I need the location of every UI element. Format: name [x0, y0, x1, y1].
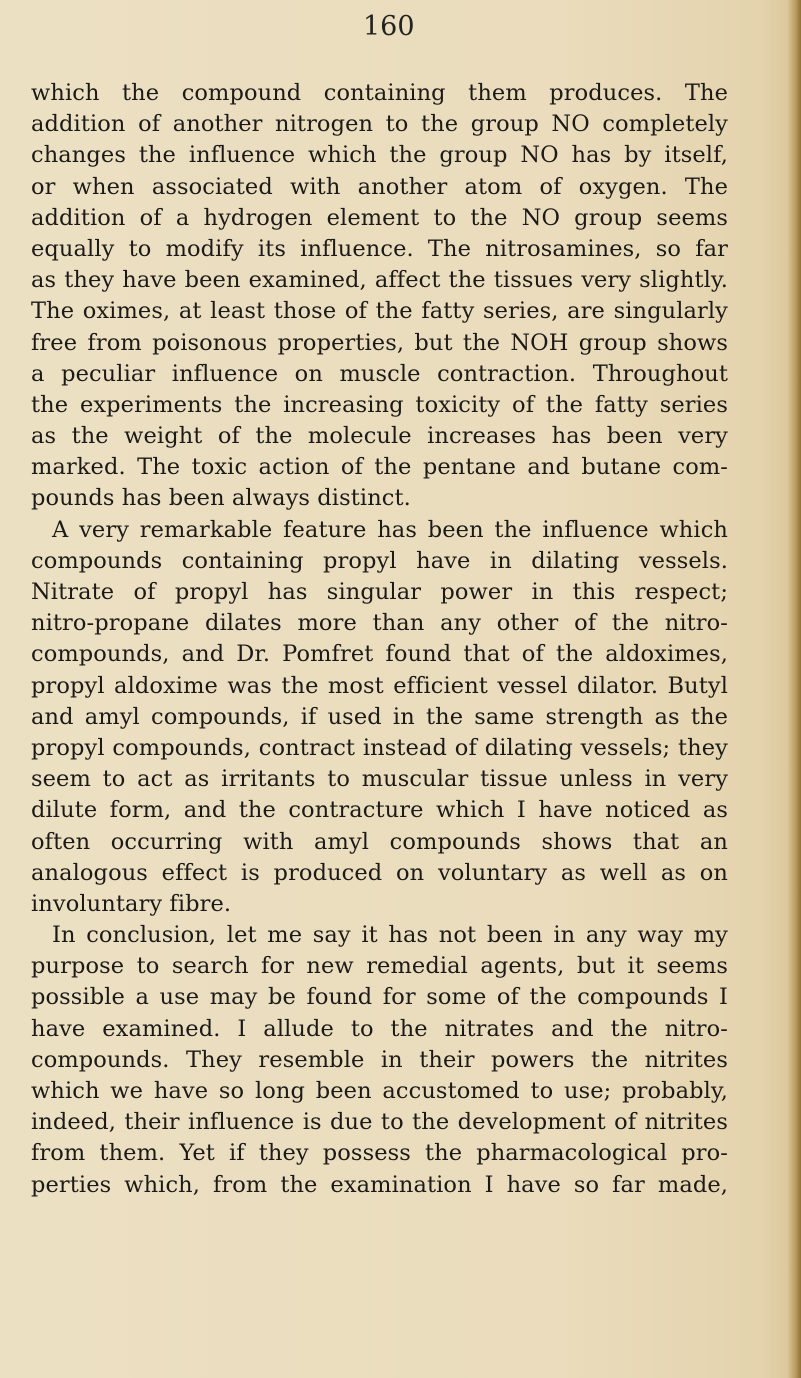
- text-line: purpose to search for new remedial agents, but it seems: [31, 953, 728, 980]
- text-line: compounds containing propyl have in dilating vessels.: [31, 547, 728, 574]
- text-line: which we have so long been accustomed to use; probably,: [31, 1078, 728, 1104]
- text-line: The oximes, at least those of the fatty series, are singularly: [31, 298, 728, 325]
- text-line: as they have been examined, affect the tissues very slightly.: [31, 267, 728, 294]
- text-line: free from poisonous properties, but the NOH group shows: [31, 329, 728, 356]
- body-text: [31, 78, 728, 1201]
- text-line: which the compound containing them produces. The: [31, 80, 728, 106]
- text-line: perties which, from the examination I have so far made,: [31, 1171, 728, 1198]
- text-line: from them. Yet if they possess the pharmacological pro-: [31, 1140, 728, 1167]
- text-line: have examined. I allude to the nitrates and the nitro-: [31, 1015, 728, 1042]
- text-line: addition of another nitrogen to the group NO completely: [31, 111, 728, 138]
- text-line: compounds, and Dr. Pomfret found that of the aldoximes,: [31, 641, 728, 668]
- text-line: as the weight of the molecule increases has been very: [31, 423, 728, 450]
- text-line: changes the influence which the group NO has by itself,: [31, 142, 728, 169]
- text-line: and amyl compounds, if used in the same strength as the: [31, 703, 728, 730]
- text-line: the experiments the increasing toxicity of the fatty series: [31, 391, 728, 418]
- text-line: In conclusion, let me say it has not been in any way my: [52, 922, 728, 949]
- text-line: or when associated with another atom of oxygen. The: [31, 173, 728, 200]
- text-line: propyl aldoxime was the most efficient vessel dilator. Butyl: [31, 672, 728, 699]
- text-line: A very remarkable feature has been the influence which: [52, 516, 728, 543]
- text-line: equally to modify its influence. The nitrosamines, so far: [31, 235, 728, 262]
- text-line: propyl compounds, contract instead of dilating vessels; they: [31, 734, 728, 761]
- text-line: a peculiar influence on muscle contraction. Throughout: [31, 360, 728, 387]
- text-line: dilute form, and the contracture which I have noticed as: [31, 797, 728, 824]
- text-line: involuntary fibre.: [31, 890, 232, 917]
- text-line: often occurring with amyl compounds shows that an: [31, 828, 728, 855]
- page-edge-shadow: [787, 0, 801, 1378]
- text-line: indeed, their influence is due to the development of nitrites: [31, 1109, 728, 1136]
- text-line: addition of a hydrogen element to the NO group seems: [31, 204, 728, 231]
- text-line: Nitrate of propyl has singular power in this respect;: [31, 579, 728, 605]
- text-line: marked. The toxic action of the pentane and butane com-: [31, 454, 728, 481]
- text-line: nitro-propane dilates more than any other of the nitro-: [31, 610, 728, 637]
- text-line: analogous effect is produced on voluntary as well as on: [31, 859, 728, 886]
- text-line: seem to act as irritants to muscular tissue unless in very: [31, 766, 728, 793]
- text-line: possible a use may be found for some of the compounds I: [31, 984, 728, 1011]
- text-line: pounds has been always distinct.: [31, 485, 411, 512]
- page-number: 160: [363, 11, 415, 42]
- text-line: compounds. They resemble in their powers the nitrites: [31, 1046, 728, 1073]
